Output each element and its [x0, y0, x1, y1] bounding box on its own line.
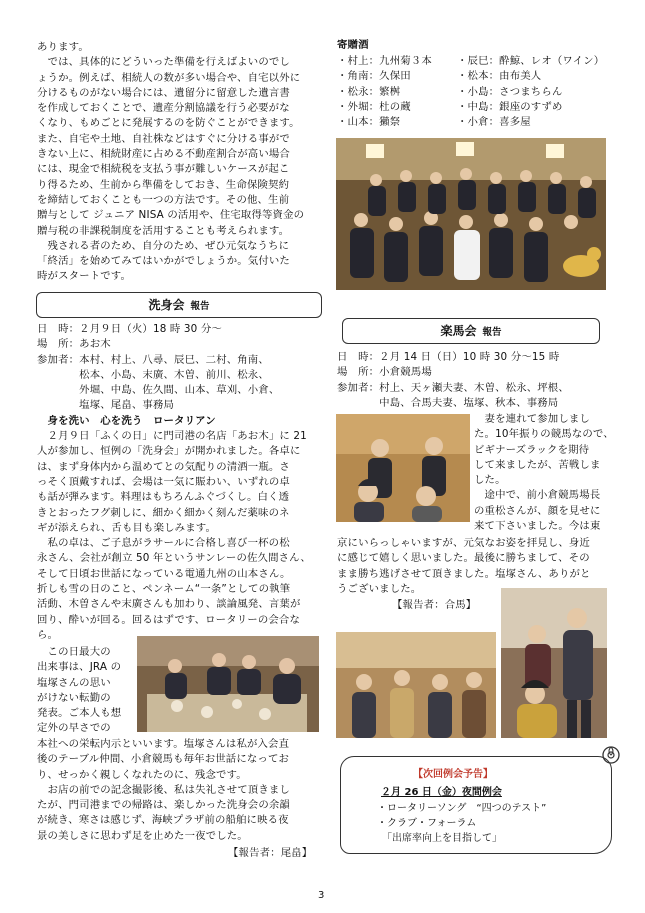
senshinkai-body2-line: り、せっかく親しくなれたのに、残念です。 — [37, 768, 247, 781]
intro-line: きない上に、相続財産に占める不動産割合が高い場合 — [37, 148, 290, 161]
senshinkai-party-photo — [137, 636, 319, 732]
senshinkai-subtitle: 身を洗い 心を洗う ロータリアン — [37, 414, 216, 427]
donation-item: ・松本：由布美人 — [457, 70, 542, 83]
rakubakai-body-line: うございました。 — [337, 582, 422, 595]
intro-line: 贈与税の非課税制度を活用することも考えられます。 — [37, 224, 290, 237]
senshinkai-body-line: 活動、木曽さんや末廣さんも加わり、談論風発、言葉が — [37, 598, 301, 611]
senshinkai-body-line: 永さん、会社が創立 50 年というサンレーの佐久間さん、 — [37, 552, 311, 565]
donation-item: ・松永：繁桝 — [337, 85, 401, 98]
rakubakai-report-label: 報告 — [482, 327, 502, 338]
next-meeting-item: 「出席率向上を目指して」 — [377, 833, 502, 844]
intro-line: 「終活」を始めてみてはいかがでしょうか。気付いた — [37, 255, 290, 268]
senshinkai-participants-line: 参加者：本村、村上、八尋、辰巳、二村、角南、 — [37, 353, 269, 366]
intro-line: を締結しておくことも一つの方法です。その他、生前 — [37, 193, 290, 206]
senshinkai-date: 日 時：２月９日（火）18 時 30 分～ — [37, 323, 222, 335]
senshinkai-body-line: ギが添えられ、舌も目も楽しみます。 — [37, 521, 216, 534]
senshinkai-body2-line: 本社への栄転内示といいます。塩塚さんは私が入会直 — [37, 738, 290, 750]
senshinkai-participants-line: 塩塚、尾畠、事務局 — [37, 399, 175, 412]
senshinkai-body-line: ら。 — [37, 628, 59, 641]
donation-item: ・外堀：杜の蔵 — [337, 100, 411, 113]
rakubakai-title-box — [342, 318, 600, 344]
rakubakai-info — [337, 350, 569, 411]
senshinkai-narrow-line: がけない転勤の — [37, 691, 111, 704]
rakubakai-body-line: に感じて嬉しく思いました。最後に勝ちまして、その — [337, 552, 590, 565]
senshinkai-narrow-line: 出来事は、JRA の — [37, 661, 122, 674]
intro-line: 時がスタートです。 — [37, 270, 132, 283]
senshinkai-body2-line: が続き、寒さは感じず、海峡プラザ前の船舶に映る夜 — [37, 814, 289, 827]
senshinkai-body2-line: たが、門司港までの帰路は、楽しかった洗身会の余韻 — [37, 799, 290, 812]
senshinkai-report-label: 報告 — [190, 301, 210, 312]
rakubakai-participants-line: 中島、合馬夫妻、塩塚、秋本、事務局 — [337, 396, 559, 409]
rakubakai-couple-photo — [336, 414, 470, 522]
donation-item: ・村上：九州菊３本 — [337, 55, 432, 67]
rakubakai-narrow-line: 妻を連れて参加しまし — [474, 413, 590, 425]
donations-title: 寄贈酒 — [337, 39, 369, 51]
next-meeting-item: ・クラブ・フォーラム — [377, 818, 477, 829]
senshinkai-body-line: っそく頂戴すれば、会場は一気に賑わい、いずれの卓 — [37, 475, 290, 488]
senshinkai-reporter: 【報告者：尾畠】 — [228, 847, 313, 859]
page-number: 3 — [318, 890, 325, 901]
rakubakai-place: 場 所：小倉競馬場 — [337, 366, 432, 379]
intro-line: くなり、もめごとに発展するのを防ぐことができます。 — [37, 117, 300, 130]
next-meeting-box — [340, 756, 612, 854]
rakubakai-title: 楽馬会 — [440, 324, 477, 338]
rakubakai-narrow-line: して来ましたが、苦戦しま — [474, 458, 601, 471]
senshinkai-body-continued — [37, 737, 290, 844]
donation-item: ・中島：銀座のすずめ — [457, 100, 563, 113]
donations-block — [337, 38, 369, 53]
rakubakai-body-line: まま勝ち逃げさせて頂きました。塩塚さん、ありがと — [337, 567, 591, 580]
rakubakai-group-photo — [336, 632, 496, 738]
senshinkai-body-line: 私の卓は、ご子息がラサールに合格し喜び一杯の松 — [37, 537, 290, 550]
donation-item: ・小倉：喜多屋 — [457, 116, 531, 129]
donations-col1 — [337, 54, 432, 130]
senshinkai-narrow-text — [37, 645, 121, 737]
rakubakai-narrow-text — [474, 412, 614, 534]
senshinkai-narrow-line: 発表。ご本人も想 — [37, 707, 122, 720]
donation-item: ・角南：久保田 — [337, 70, 411, 83]
next-meeting-item: ・ロータリーソング “四つのテスト” — [377, 803, 547, 814]
senshinkai-participants-line: 外堀、中島、佐久間、山本、草刈、小倉、 — [37, 384, 280, 397]
rakubakai-narrow-line: ビギナーズラックを期待 — [474, 443, 590, 456]
donations-col2 — [457, 54, 604, 130]
senshinkai-body-line: 人が参加し、恒例の「洗身会」が開かれました。各卓に — [37, 445, 301, 458]
senshinkai-body-line: は、まず身体内から温めてとの気配りの清酒一瓶。さ — [37, 460, 290, 473]
intro-line: ょうか。例えば、相続人の数が多い場合や、自宅以外に — [37, 71, 301, 84]
intro-text-block — [37, 40, 304, 285]
rakubakai-date: 日 時：２月 14 日（日）10 時 30 分～15 時 — [337, 351, 560, 363]
senshinkai-narrow-line: この日最大の — [37, 646, 111, 658]
senshinkai-body2-line: 景の美しさに思わず足を止めた一夜でした。 — [37, 829, 248, 842]
flower-ornament-icon — [601, 745, 621, 765]
intro-line: あります。 — [37, 41, 89, 53]
donation-item: ・小島：さつまちらん — [457, 85, 563, 98]
senshinkai-title: 洗身会 — [148, 298, 185, 312]
rakubakai-narrow-line: 来て下さいました。今は東 — [474, 520, 601, 533]
intro-line: を作成しておくことで、遺産分割協議を行う必要がな — [37, 102, 290, 115]
rakubakai-narrow-line: 途中で、前小倉競馬場長 — [474, 489, 601, 502]
donation-item: ・辰巳：酔鯨、レオ（ワイン） — [457, 55, 605, 67]
next-meeting-header: 【次回例会予告】 — [413, 769, 493, 780]
senshinkai-body-line: 折しも雪の日のこと、ペンネーム“一条”としての執筆 — [37, 583, 291, 596]
senshinkai-body-line: ２月９日「ふくの日」に門司港の名店「あお木」に 21 — [37, 430, 307, 443]
next-meeting-date: ２月 26 日（金）夜間例会 — [381, 787, 502, 798]
senshinkai-participants-line: 松本、小島、末廣、木曽、前川、松永、 — [37, 368, 269, 381]
rakubakai-narrow-line: た。10年振りの競馬なので、 — [474, 428, 614, 441]
senshinkai-body-line: 回り、酔いが回る。回るはずです、ロータリーの会合な — [37, 613, 300, 626]
senshinkai-group-photo — [336, 138, 606, 290]
rakubakai-narrow-line: の重松さんが、顔を見せに — [474, 504, 601, 517]
senshinkai-body2-line: お店の前での記念撮影後、私は失礼させて頂きまし — [37, 783, 290, 796]
intro-line: また、自宅や土地、自社株などはすぐに分ける事がで — [37, 132, 290, 145]
senshinkai-narrow-line: 定外の早さでの — [37, 722, 111, 735]
intro-line: 残される者のため、自分のため、ぜひ元気なうちに — [37, 239, 290, 252]
senshinkai-body-line: も話が弾みます。料理はもちろんふぐづくし。白く透 — [37, 491, 290, 504]
donation-item: ・山本：獺祭 — [337, 116, 401, 129]
intro-line: り得るため、生前から準備をしておき、生命保険契約 — [37, 178, 290, 191]
intro-line: では、具体的にどういった準備を行えばよいのでし — [37, 56, 290, 69]
rakubakai-narrow-line: した。 — [474, 474, 506, 487]
intro-line: 分けるものがない場合には、遺留分に留意した遺言書 — [37, 86, 290, 99]
senshinkai-narrow-line: 塩塚さんの思い — [37, 676, 111, 689]
senshinkai-body2-line: 後のテーブル仲間、小倉競馬も毎年お世話になってお — [37, 753, 290, 766]
senshinkai-title-box — [36, 292, 322, 318]
next-meeting-items — [377, 801, 546, 846]
intro-line: には、現金で相続税を支払う事が難しいケースが起こ — [37, 163, 290, 176]
rakubakai-pair-photo — [501, 588, 607, 738]
rakubakai-reporter: 【報告者：合馬】 — [392, 599, 477, 611]
rakubakai-participants-line: 参加者：村上、天ヶ瀬夫妻、木曽、松永、坪根、 — [337, 381, 569, 394]
senshinkai-place: 場 所：あお木 — [37, 338, 111, 351]
intro-line: 贈与として ジュニア NISA の活用や、住宅取得等資金の — [37, 209, 305, 222]
senshinkai-body-line: きとおったフグ刺しに、細かく細かく刻んだ薬味のネ — [37, 506, 290, 519]
senshinkai-body-line: そして日頃お世話になっている電通九州の山本さん。 — [37, 567, 291, 580]
rakubakai-body-line: 京にいらっしゃいますが、元気なお姿を拝見し、身近 — [337, 537, 590, 549]
senshinkai-info — [37, 322, 311, 643]
